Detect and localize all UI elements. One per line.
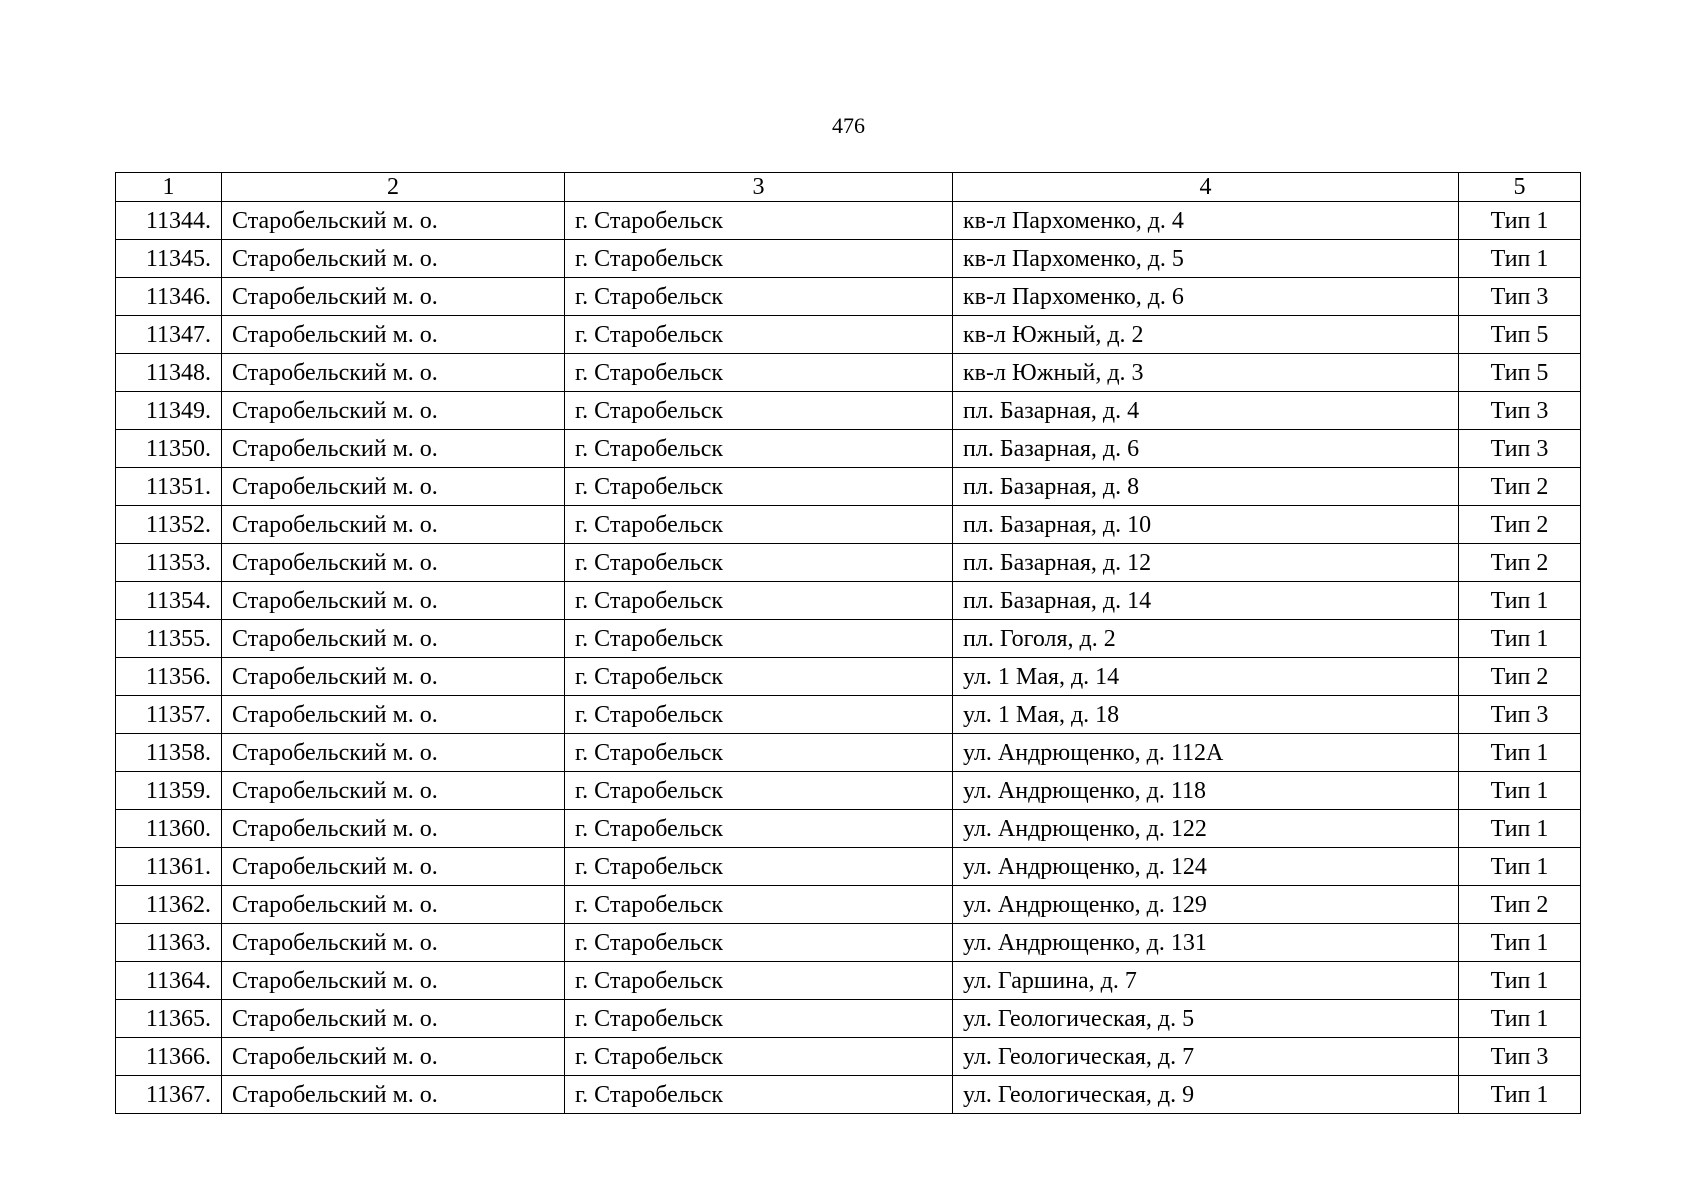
- type-cell: Тип 5: [1459, 354, 1581, 392]
- locality-cell: г. Старобельск: [565, 772, 953, 810]
- type-cell: Тип 1: [1459, 582, 1581, 620]
- address-cell: ул. Гаршина, д. 7: [953, 962, 1459, 1000]
- type-cell: Тип 1: [1459, 734, 1581, 772]
- locality-cell: г. Старобельск: [565, 392, 953, 430]
- address-cell: ул. Андрющенко, д. 122: [953, 810, 1459, 848]
- row-number-cell: 11366.: [116, 1038, 222, 1076]
- table-row: [116, 620, 1581, 658]
- locality-cell: г. Старобельск: [565, 1000, 953, 1038]
- locality-cell: г. Старобельск: [565, 278, 953, 316]
- table-row: [116, 316, 1581, 354]
- row-number-cell: 11365.: [116, 1000, 222, 1038]
- row-number-cell: 11347.: [116, 316, 222, 354]
- row-number-cell: 11346.: [116, 278, 222, 316]
- row-number-cell: 11353.: [116, 544, 222, 582]
- address-cell: кв-л Пархоменко, д. 4: [953, 202, 1459, 240]
- district-cell: Старобельский м. о.: [222, 620, 565, 658]
- district-cell: Старобельский м. о.: [222, 1076, 565, 1114]
- address-table: [115, 172, 1581, 1114]
- type-cell: Тип 3: [1459, 392, 1581, 430]
- locality-cell: г. Старобельск: [565, 240, 953, 278]
- table-row: [116, 1076, 1581, 1114]
- type-cell: Тип 2: [1459, 468, 1581, 506]
- row-number-cell: 11361.: [116, 848, 222, 886]
- district-cell: Старобельский м. о.: [222, 354, 565, 392]
- district-cell: Старобельский м. о.: [222, 468, 565, 506]
- column-header: 3: [565, 173, 953, 202]
- row-number-cell: 11350.: [116, 430, 222, 468]
- district-cell: Старобельский м. о.: [222, 924, 565, 962]
- locality-cell: г. Старобельск: [565, 316, 953, 354]
- district-cell: Старобельский м. о.: [222, 848, 565, 886]
- table-row: [116, 886, 1581, 924]
- district-cell: Старобельский м. о.: [222, 392, 565, 430]
- table-row: [116, 278, 1581, 316]
- district-cell: Старобельский м. о.: [222, 430, 565, 468]
- row-number-cell: 11349.: [116, 392, 222, 430]
- district-cell: Старобельский м. о.: [222, 544, 565, 582]
- table-row: [116, 392, 1581, 430]
- address-cell: пл. Базарная, д. 10: [953, 506, 1459, 544]
- address-cell: пл. Гоголя, д. 2: [953, 620, 1459, 658]
- type-cell: Тип 1: [1459, 772, 1581, 810]
- table-row: [116, 354, 1581, 392]
- district-cell: Старобельский м. о.: [222, 202, 565, 240]
- address-cell: кв-л Южный, д. 2: [953, 316, 1459, 354]
- district-cell: Старобельский м. о.: [222, 696, 565, 734]
- table-row: [116, 202, 1581, 240]
- address-cell: ул. Андрющенко, д. 112А: [953, 734, 1459, 772]
- address-cell: ул. 1 Мая, д. 18: [953, 696, 1459, 734]
- locality-cell: г. Старобельск: [565, 696, 953, 734]
- row-number-cell: 11345.: [116, 240, 222, 278]
- row-number-cell: 11355.: [116, 620, 222, 658]
- column-header: 5: [1459, 173, 1581, 202]
- row-number-cell: 11364.: [116, 962, 222, 1000]
- type-cell: Тип 3: [1459, 1038, 1581, 1076]
- type-cell: Тип 3: [1459, 278, 1581, 316]
- row-number-cell: 11357.: [116, 696, 222, 734]
- type-cell: Тип 1: [1459, 848, 1581, 886]
- column-header: 2: [222, 173, 565, 202]
- table-row: [116, 810, 1581, 848]
- row-number-cell: 11354.: [116, 582, 222, 620]
- district-cell: Старобельский м. о.: [222, 240, 565, 278]
- locality-cell: г. Старобельск: [565, 962, 953, 1000]
- district-cell: Старобельский м. о.: [222, 1000, 565, 1038]
- type-cell: Тип 1: [1459, 1000, 1581, 1038]
- locality-cell: г. Старобельск: [565, 886, 953, 924]
- address-cell: ул. Андрющенко, д. 118: [953, 772, 1459, 810]
- locality-cell: г. Старобельск: [565, 1076, 953, 1114]
- address-cell: пл. Базарная, д. 4: [953, 392, 1459, 430]
- district-cell: Старобельский м. о.: [222, 772, 565, 810]
- row-number-cell: 11352.: [116, 506, 222, 544]
- type-cell: Тип 5: [1459, 316, 1581, 354]
- table-row: [116, 582, 1581, 620]
- locality-cell: г. Старобельск: [565, 1038, 953, 1076]
- type-cell: Тип 1: [1459, 1076, 1581, 1114]
- district-cell: Старобельский м. о.: [222, 278, 565, 316]
- address-cell: ул. 1 Мая, д. 14: [953, 658, 1459, 696]
- row-number-cell: 11367.: [116, 1076, 222, 1114]
- district-cell: Старобельский м. о.: [222, 886, 565, 924]
- table-row: [116, 430, 1581, 468]
- address-cell: пл. Базарная, д. 12: [953, 544, 1459, 582]
- locality-cell: г. Старобельск: [565, 620, 953, 658]
- column-header: 4: [953, 173, 1459, 202]
- address-cell: кв-л Пархоменко, д. 6: [953, 278, 1459, 316]
- district-cell: Старобельский м. о.: [222, 658, 565, 696]
- address-cell: кв-л Южный, д. 3: [953, 354, 1459, 392]
- address-cell: ул. Андрющенко, д. 124: [953, 848, 1459, 886]
- type-cell: Тип 1: [1459, 924, 1581, 962]
- address-cell: ул. Геологическая, д. 7: [953, 1038, 1459, 1076]
- table-row: [116, 848, 1581, 886]
- address-cell: ул. Андрющенко, д. 131: [953, 924, 1459, 962]
- table-row: [116, 506, 1581, 544]
- district-cell: Старобельский м. о.: [222, 962, 565, 1000]
- district-cell: Старобельский м. о.: [222, 506, 565, 544]
- table-row: [116, 924, 1581, 962]
- locality-cell: г. Старобельск: [565, 734, 953, 772]
- row-number-cell: 11360.: [116, 810, 222, 848]
- type-cell: Тип 2: [1459, 544, 1581, 582]
- type-cell: Тип 1: [1459, 240, 1581, 278]
- column-header: 1: [116, 173, 222, 202]
- table-row: [116, 696, 1581, 734]
- locality-cell: г. Старобельск: [565, 544, 953, 582]
- row-number-cell: 11348.: [116, 354, 222, 392]
- table-row: [116, 240, 1581, 278]
- table-body: [116, 202, 1581, 1114]
- type-cell: Тип 2: [1459, 506, 1581, 544]
- table-row: [116, 1038, 1581, 1076]
- table-row: [116, 468, 1581, 506]
- address-cell: пл. Базарная, д. 8: [953, 468, 1459, 506]
- district-cell: Старобельский м. о.: [222, 734, 565, 772]
- row-number-cell: 11362.: [116, 886, 222, 924]
- table-row: [116, 544, 1581, 582]
- type-cell: Тип 1: [1459, 620, 1581, 658]
- locality-cell: г. Старобельск: [565, 354, 953, 392]
- address-cell: ул. Геологическая, д. 5: [953, 1000, 1459, 1038]
- address-cell: ул. Геологическая, д. 9: [953, 1076, 1459, 1114]
- table-header-row: [116, 173, 1581, 202]
- row-number-cell: 11344.: [116, 202, 222, 240]
- district-cell: Старобельский м. о.: [222, 316, 565, 354]
- locality-cell: г. Старобельск: [565, 582, 953, 620]
- district-cell: Старобельский м. о.: [222, 1038, 565, 1076]
- address-cell: пл. Базарная, д. 6: [953, 430, 1459, 468]
- row-number-cell: 11358.: [116, 734, 222, 772]
- row-number-cell: 11351.: [116, 468, 222, 506]
- locality-cell: г. Старобельск: [565, 848, 953, 886]
- locality-cell: г. Старобельск: [565, 468, 953, 506]
- table-row: [116, 734, 1581, 772]
- table-row: [116, 1000, 1581, 1038]
- district-cell: Старобельский м. о.: [222, 582, 565, 620]
- locality-cell: г. Старобельск: [565, 202, 953, 240]
- type-cell: Тип 2: [1459, 886, 1581, 924]
- locality-cell: г. Старобельск: [565, 658, 953, 696]
- locality-cell: г. Старобельск: [565, 430, 953, 468]
- district-cell: Старобельский м. о.: [222, 810, 565, 848]
- table-row: [116, 658, 1581, 696]
- table-row: [116, 962, 1581, 1000]
- locality-cell: г. Старобельск: [565, 924, 953, 962]
- page-number: 476: [832, 113, 865, 138]
- row-number-cell: 11359.: [116, 772, 222, 810]
- type-cell: Тип 2: [1459, 658, 1581, 696]
- type-cell: Тип 1: [1459, 962, 1581, 1000]
- type-cell: Тип 3: [1459, 430, 1581, 468]
- row-number-cell: 11356.: [116, 658, 222, 696]
- type-cell: Тип 1: [1459, 810, 1581, 848]
- type-cell: Тип 1: [1459, 202, 1581, 240]
- address-cell: ул. Андрющенко, д. 129: [953, 886, 1459, 924]
- table-row: [116, 772, 1581, 810]
- address-cell: кв-л Пархоменко, д. 5: [953, 240, 1459, 278]
- address-cell: пл. Базарная, д. 14: [953, 582, 1459, 620]
- row-number-cell: 11363.: [116, 924, 222, 962]
- locality-cell: г. Старобельск: [565, 810, 953, 848]
- type-cell: Тип 3: [1459, 696, 1581, 734]
- locality-cell: г. Старобельск: [565, 506, 953, 544]
